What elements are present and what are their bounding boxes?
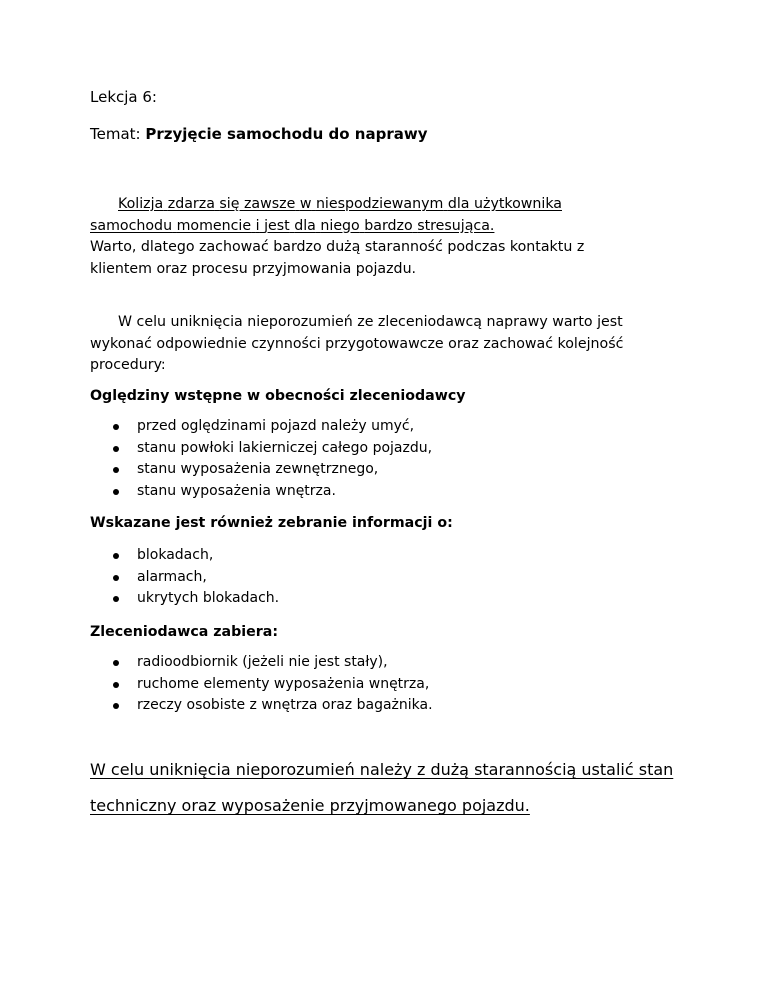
topic-line: [90, 125, 427, 143]
information-heading: Wskazane jest również zebranie informacji o:: [90, 515, 453, 531]
list-item: stanu wyposażenia zewnętrznego,: [113, 459, 432, 481]
procedure-line-3: procedury:: [90, 357, 166, 373]
intro-line-2: [90, 216, 680, 238]
word: dla: [294, 217, 316, 234]
bullet-icon: [113, 596, 119, 602]
list-item: alarmach,: [113, 567, 279, 589]
bullet-icon: [113, 489, 119, 495]
list-item: stanu wyposażenia wnętrza.: [113, 481, 432, 503]
list-item: ukrytych blokadach.: [113, 588, 279, 610]
word: zdarza: [167, 196, 215, 212]
list-item: rzeczy osobiste z wnętrza oraz bagażnika.: [113, 695, 433, 717]
bullet-icon: [113, 424, 119, 430]
procedure-line-1: W celu uniknięcia nieporozumień ze zleceniodawcą naprawy warto jest: [118, 314, 623, 330]
bullet-icon: [113, 553, 119, 559]
word: użytkownika: [474, 196, 562, 212]
procedure-line-2: wykonać odpowiednie czynności przygotowawcze oraz zachować kolejność: [90, 335, 624, 352]
client-takes-list: [113, 652, 433, 717]
word: jest: [264, 217, 290, 234]
bullet-icon: [113, 467, 119, 473]
closing-line-2: techniczny oraz wyposażenie przyjmowanego pojazdu.: [90, 796, 530, 815]
topic-label: Temat:: [90, 125, 141, 143]
closing-line-1: W celu uniknięcia nieporozumień należy z dużą starannością ustalić stan: [90, 760, 674, 779]
word: się: [219, 196, 240, 212]
word: niego: [320, 217, 360, 234]
intro-line-4: klientem oraz procesu przyjmowania pojazdu.: [90, 260, 417, 277]
bullet-icon: [113, 446, 119, 452]
list-item: radioodbiornik (jeżeli nie jest stały),: [113, 652, 433, 674]
lesson-number: Lekcja 6:: [90, 88, 157, 106]
closing-statement: [90, 758, 680, 818]
word: i: [255, 217, 260, 234]
word: zawsze: [243, 196, 296, 212]
word: stresująca.: [417, 217, 495, 234]
list-item: stanu powłoki lakierniczej całego pojazdu,: [113, 438, 432, 460]
word: niespodziewanym: [315, 196, 444, 212]
list-item: przed oględzinami pojazd należy umyć,: [113, 416, 432, 438]
topic-title: Przyjęcie samochodu do naprawy: [145, 125, 428, 143]
intro-line-3: Warto, dlatego zachować bardzo dużą staranność podczas kontaktu z: [90, 239, 585, 255]
inspection-heading: Oględziny wstępne w obecności zleceniodawcy: [90, 388, 466, 404]
list-item: ruchome elementy wyposażenia wnętrza,: [113, 674, 433, 696]
bullet-icon: [113, 575, 119, 581]
word: bardzo: [364, 217, 413, 234]
bullet-icon: [113, 682, 119, 688]
word: samochodu: [90, 217, 173, 234]
word: w: [299, 196, 312, 212]
procedure-paragraph: [90, 312, 680, 377]
intro-paragraph: [90, 194, 680, 280]
intro-line-1: [90, 194, 680, 216]
bullet-icon: [113, 703, 119, 709]
information-list: [113, 545, 279, 610]
word: dla: [447, 196, 470, 212]
list-item: blokadach,: [113, 545, 279, 567]
bullet-icon: [113, 660, 119, 666]
word: momencie: [176, 217, 252, 234]
word: Kolizja: [118, 196, 164, 212]
inspection-list: [113, 416, 432, 502]
client-takes-heading: Zleceniodawca zabiera:: [90, 624, 278, 640]
